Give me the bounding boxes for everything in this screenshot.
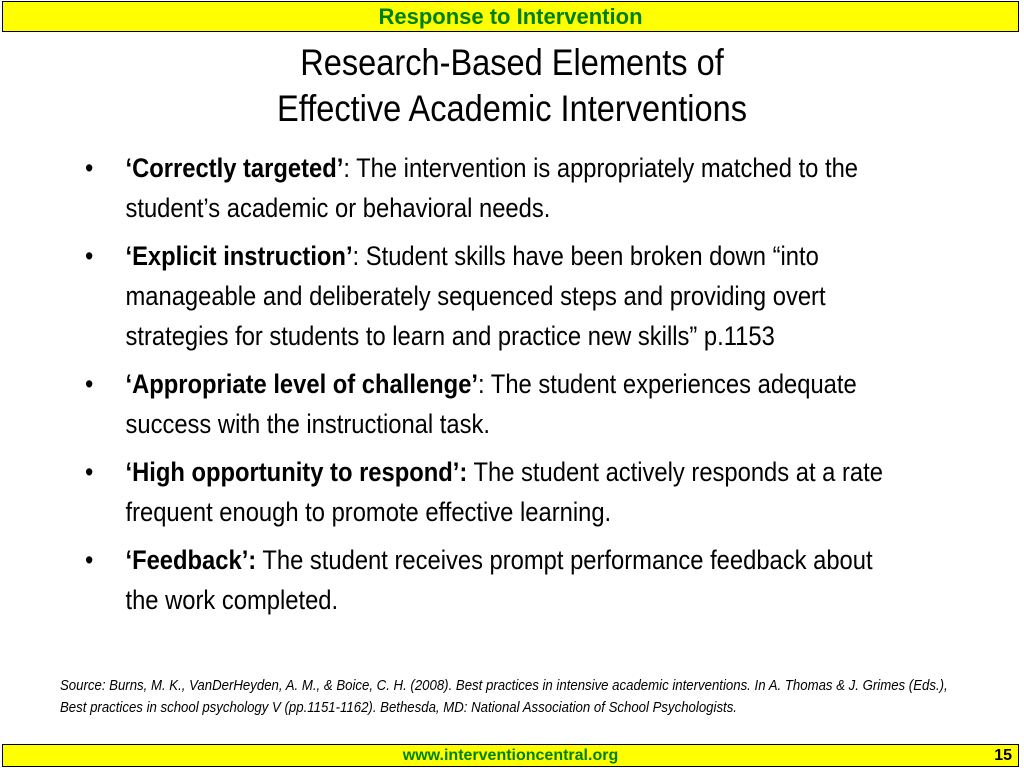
title-line-1: Research-Based Elements of: [300, 42, 724, 83]
bullet-item: [85, 148, 895, 228]
bullet-list: [85, 148, 895, 628]
bullet-separator: :: [478, 369, 485, 399]
bullet-text: The intervention is appropriately matched to the student’s academic or behavioral needs.: [125, 153, 859, 223]
source-citation: Source: Burns, M. K., VanDerHeyden, A. M., & Boice, C. H. (2008). Best practices in intensive academic interventions. In A. Thomas & J. Grimes (Eds.), Best practices in school psychology V (pp.1151-1162). Bethesda, MD: National Association of School Psychologists.: [60, 677, 948, 716]
banner-title: Response to Intervention: [378, 4, 643, 29]
bullet-separator: :: [352, 241, 360, 271]
bullet-text: Student skills have been broken down “into manageable and deliberately sequenced steps and providing overt strategies for students to learn and practice new skills” p.1153: [125, 241, 826, 351]
footer-url-link[interactable]: www.interventioncentral.org: [402, 747, 619, 764]
bullet-dot: •: [85, 457, 94, 487]
bullet-term: ‘Appropriate level of challenge’: [125, 369, 479, 399]
bullet-dot: •: [85, 369, 94, 399]
bullet-text: The student receives prompt performance feedback about the work completed.: [125, 545, 873, 615]
top-banner: [2, 1, 1019, 32]
bullet-term: ‘Correctly targeted’: [125, 153, 344, 183]
bullet-item: [85, 364, 895, 444]
bullet-dot: •: [85, 153, 94, 183]
bullet-item: [85, 452, 895, 532]
title-line-2: Effective Academic Interventions: [277, 88, 747, 129]
bullet-item: [85, 236, 895, 356]
page-number: 15: [994, 747, 1012, 764]
bullet-text: The student actively responds at a rate frequent enough to promote effective learning.: [125, 457, 883, 527]
bullet-dot: •: [85, 241, 94, 271]
bullet-item: [85, 540, 895, 620]
bullet-separator: :: [343, 153, 350, 183]
bullet-term: ‘Feedback’:: [125, 545, 257, 575]
bullet-term: ‘High opportunity to respond’:: [125, 457, 468, 487]
bullet-dot: •: [85, 545, 94, 575]
bottom-banner: [2, 744, 1019, 767]
bullet-term: ‘Explicit instruction’: [125, 241, 353, 271]
bullet-text: The student experiences adequate success with the instructional task.: [125, 369, 857, 439]
slide-title: [61, 40, 962, 132]
